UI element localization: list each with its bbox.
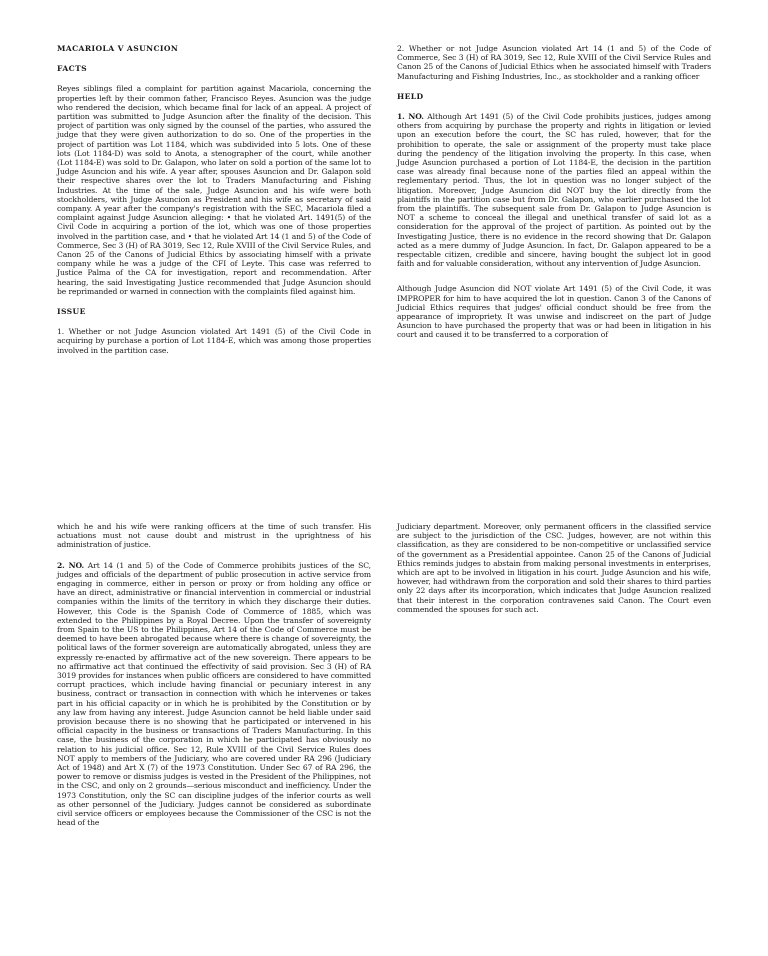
issue-1-paragraph: 1. Whether or not Judge Asuncion violated Art 1491 (5) of the Civil Code in acquiring by purchase a portion of Lot 1184-E, which was among those properties involved in the partition case. [57,327,371,355]
held-2-lead: 2. NO. [57,560,85,570]
case-title: MACARIOLA V ASUNCION [57,44,179,53]
column-1 [57,44,371,355]
facts-paragraph: Reyes siblings filed a complaint for partition against Macariola, concerning the properties left by their common father, Francisco Reyes. Asuncion was the judge who rendered the decision, which became final for lack of an appeal. A project of partition was submitted to Judge Asuncion after the finality of the decision. This project of partition was only signed by the counsel of the parties, who assured the judge that they were given authorization to do so. One of the properties in the project of partition was Lot 1184, which was subdivided into 5 lots. One of these lots (Lot 1184-D) was sold to Anota, a stenographer of the court, while another (Lot 1184-E) was sold to Dr. Galapon, who later on sold a portion of the same lot to Judge Asuncion and his wife. A year after, spouses Asuncion and Dr. Galapon sold their respective shares over the lot to Traders Manufacturing and Fishing Industries. At the time of the sale, Judge Asuncion and his wife were both stockholders, with Judge Asuncion as President and his wife as secretary of said company. A year after the company's registration with the SEC, Macariola filed a complaint against Judge Asuncion alleging: • that he violated Art. 1491(5) of the Civil Code in acquiring a portion of the lot, which was one of those properties involved in the partition case, and • that he violated Art 14 (1 and 5) of the Code of Commerce, Sec 3 (H) of RA 3019, Sec 12, Rule XVIII of the Civil Service Rules, and Canon 25 of the Canons of Judicial Ethics by associating himself with a private company while he was a judge of the CFI of Leyte. This case was referred to Justice Palma of the CA for investigation, report and recommendation. After hearing, the said Investigating Justice recommended that Judge Asuncion should be reprimanded or warned in connection with the complaints filed against him. [57,84,371,296]
issue-heading: ISSUE [57,307,86,317]
held-2-paragraph [57,561,371,828]
column-3 [57,522,371,828]
held-2-continued-paragraph: Judiciary department. Moreover, only permanent officers in the classified service are subject to the jurisdiction of the CSC. Judges, however, are not within this classification, as they are considered to be non-competitive or unclassified service of the government as a Presidential appointee. Canon 25 of the Canons of Judicial Ethics reminds judges to abstain from making personal investments in enterprises, which are apt to be involved in litigation in his court. Judge Asuncion and his wife, however, had withdrawn from the corporation and sold their shares to third parties only 22 days after its incorporation, which indicates that Judge Asuncion realized that their interest in the corporation contravenes said Canon. The Court even commended the spouses for such act. [397,522,711,614]
held-1-lead: 1. NO. [397,112,424,122]
column-4 [397,522,711,614]
held-1-note-paragraph: Although Judge Asuncion did NOT violate Art 1491 (5) of the Civil Code, it was IMPROPER for him to have acquired the lot in question. Canon 3 of the Canons of Judicial Ethics requires that judges' official conduct should be free from the appearance of impropriety. It was unwise and indiscreet on the part of Judge Asuncion to have purchased the property that was or had been in litigation in his court and caused it to be transferred to a corporation of [397,284,711,340]
issue-2-paragraph: 2. Whether or not Judge Asuncion violated Art 14 (1 and 5) of the Code of Commerce, Sec 3 (H) of RA 3019, Sec 12, Rule XVIII of the Civil Service Rules and Canon 25 of the Canons of Judicial Ethics when he associated himself with Traders Manufacturing and Fishing Industries, Inc., as stockholder and a ranking officer [397,44,711,81]
continued-paragraph: which he and his wife were ranking officers at the time of such transfer. His actuations must not cause doubt and mistrust in the uprightness of his administration of justice. [57,522,371,550]
facts-heading: FACTS [57,64,88,74]
held-1-text: Although Art 1491 (5) of the Civil Code prohibits justices, judges among others from acquiring by purchase the property and rights in litigation or levied upon an execution before the court, the SC has ruled, however, that for the prohibition to operate, the sale or assignment of the property must take place during the pendency of the litigation involving the property. In this case, when Judge Asuncion purchased a portion of Lot 1184-E, the decision in the partition case was already final because none of the parties filed an appeal within the reglementary period. Thus, the lot in question was no longer subject of the litigation. Moreover, Judge Asuncion did NOT buy the lot directly from the plaintiffs in the partition case but from Dr. Galapon, who earlier purchased the lot from the plaintiffs. The subsequent sale from Dr. Galapon to Judge Asuncion is NOT a scheme to conceal the illegal and unethical transfer of said lot as a consideration for the approval of the project of partition. As pointed out by the Investigating Justice, there is no evidence in the record showing that Dr. Galapon acted as a mere dummy of Judge Asuncion. In fact, Dr. Galapon appeared to be a respectable citizen, credible and sincere, having bought the subject lot in good faith and for valuable consideration, without any intervention of Judge Asuncion. [397,112,711,269]
held-1-paragraph [397,112,711,268]
column-2 [397,44,711,340]
held-heading: HELD [397,91,424,101]
held-2-text: Art 14 (1 and 5) of the Code of Commerce prohibits justices of the SC, judges and officials of the department of public prosecution in active service from engaging in commerce, either in person or proxy or from holding any office or have an direct, administrative or financial intervention in commercial or industrial companies within the limits of the territory in which they discharge their duties. However, this Code is the Spanish Code of Commerce of 1885, which was extended to the Philippines by a Royal Decree. Upon the transfer of sovereignty from Spain to the US to the Philippines, Art 14 of the Code of Commerce must be deemed to have been abrogated because where there is change of sovereignty, the political laws of the former sovereign are automatically abrogated, unless they are expressly re-enacted by affirmative act of the new sovereign. There appears to be no affirmative act that continued the effectivity of said provision. Sec 3 (H) of RA 3019 provides for instances when public officers are considered to have committed corrupt practices, which include having financial or pecuniary interest in any business, contract or transaction in connection with which he intervenes or takes part in his official capacity or in which he is prohibited by the Constitution or by any law from having any interest. Judge Asuncion cannot be held liable under said provision because there is no showing that he participated or intervened in his official capacity in the business or transactions of Traders Manufacturing. In this case, the business of the corporation in which he participated has obviously no relation to his judicial office. Sec 12, Rule XVIII of the Civil Service Rules does NOT apply to members of the Judiciary, who are covered under RA 296 (Judiciary Act of 1948) and Art X (7) of the 1973 Constitution. Under Sec 67 of RA 296, the power to remove or dismiss judges is vested in the President of the Philippines, not in the CSC, and only on 2 grounds—serious misconduct and inefficiency. Under the 1973 Constitution, only the SC can discipline judges of the inferior courts as well as other personnel of the Judiciary. Judges cannot be considered as subordinate civil service officers or employees because the Commissioner of the CSC is not the head of the [57,560,371,828]
